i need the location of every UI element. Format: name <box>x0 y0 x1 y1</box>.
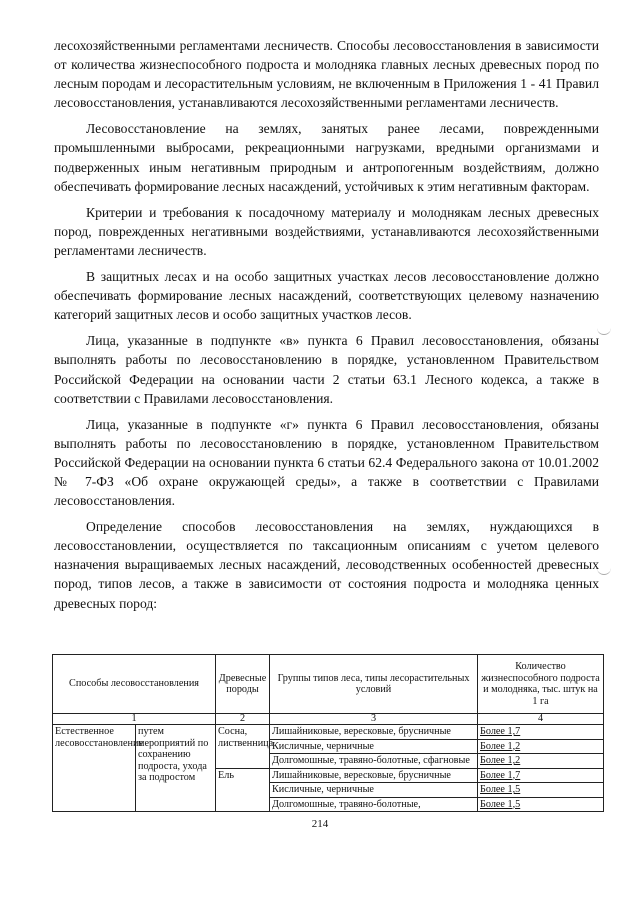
header-species: Древесные породы <box>216 655 270 714</box>
quantity-cell: Более 1,7 <box>478 768 604 783</box>
species-cell: Сосна, лиственница <box>216 725 270 769</box>
forest-type-cell: Кисличные, черничные <box>270 739 478 754</box>
quantity-cell: Более 1,2 <box>478 739 604 754</box>
forest-type-cell: Кисличные, черничные <box>270 783 478 798</box>
body-text <box>54 36 599 620</box>
forest-type-cell: Долгомошные, травяно-болотные, <box>270 797 478 812</box>
quantity-cell: Более 1,7 <box>478 725 604 740</box>
forest-type-cell: Лишайниковые, вересковые, брусничные <box>270 725 478 740</box>
column-number: 3 <box>270 714 478 725</box>
paragraph-7: Определение способов лесовосстановления на землях, нуждающихся в лесовосстановлении, осуществляется по таксационным описаниям с учетом целевого назначения выращиваемых лесных насаждений, лесоводственных особенностей древесных пород, типов лесов, а также в зависимости от состояния подроста и молодняка ценных древесных пород: <box>54 519 599 611</box>
quantity-cell: Более 1,5 <box>478 783 604 798</box>
header-quantity: Количество жизнеспособного подроста и молодняка, тыс. штук на 1 га <box>478 655 604 714</box>
quantity-cell: Более 1,2 <box>478 754 604 769</box>
scan-mark <box>597 328 611 335</box>
paragraph-2: Лесовосстановление на землях, занятых ранее лесами, поврежденными промышленными выбросами, рекреационными нагрузками, вредными организмами и подверженных иным негативным природным и антропогенным воздействиям, должно обеспечивать формирование лесных насаждений, устойчивых к этим негативным факторам. <box>54 121 599 194</box>
measure-cell: путем мероприятий по сохранению подроста, ухода за подростом <box>136 725 216 812</box>
species-cell: Ель <box>216 768 270 812</box>
header-forest-types: Группы типов леса, типы лесорастительных условий <box>270 655 478 714</box>
header-methods: Способы лесовосстановления <box>53 655 216 714</box>
table-row <box>53 725 604 740</box>
column-number: 4 <box>478 714 604 725</box>
table-header-row <box>53 655 604 714</box>
page-number: 214 <box>311 818 329 830</box>
quantity-cell: Более 1,5 <box>478 797 604 812</box>
column-number: 2 <box>216 714 270 725</box>
method-cell: Естественное лесовосстановление <box>53 725 136 812</box>
table-number-row <box>53 714 604 725</box>
column-number: 1 <box>53 714 216 725</box>
scan-mark <box>597 568 611 575</box>
reforestation-table <box>52 654 604 812</box>
paragraph-4: В защитных лесах и на особо защитных участках лесов лесовосстановление должно обеспечивать формирование лесных насаждений, соответствующих целевому назначению категорий защитных лесов и особо защитных участков лесов. <box>54 269 599 323</box>
paragraph-5: Лица, указанные в подпункте «в» пункта 6 Правил лесовосстановления, обязаны выполнять работы по лесовосстановлению в порядке, установленном Правительством Российской Федерации на основании части 2 статьи 63.1 Лесного кодекса, а также в соответствии с Правилами лесовосстановления. <box>54 333 599 406</box>
paragraph-3: Критерии и требования к посадочному материалу и молоднякам лесных древесных пород, поврежденных негативными воздействиями, устанавливаются лесохозяйственными регламентами лесничеств. <box>54 204 599 258</box>
paragraph-6: Лица, указанные в подпункте «г» пункта 6 Правил лесовосстановления, обязаны выполнять работы по лесовосстановлению в порядке, установленном Правительством Российской Федерации на основании пункта 6 статьи 62.4 Федерального закона от 10.01.2002 № 7-ФЗ «Об охране окружающей среды», а также в соответствии с Правилами лесовосстановления. <box>54 416 599 509</box>
forest-type-cell: Долгомошные, травяно-болотные, сфагновые <box>270 754 478 769</box>
paragraph-1: лесохозяйственными регламентами лесничеств. Способы лесовосстановления в зависимости от количества жизнеспособного подроста и молодняка главных лесных древесных пород по лесным породам и лесорастительным условиям, не включенным в Приложения 1 - 41 Правил лесовосстановления, устанавливаются лесохозяйственными регламентами лесничеств. <box>54 38 599 111</box>
forest-type-cell: Лишайниковые, вересковые, брусничные <box>270 768 478 783</box>
